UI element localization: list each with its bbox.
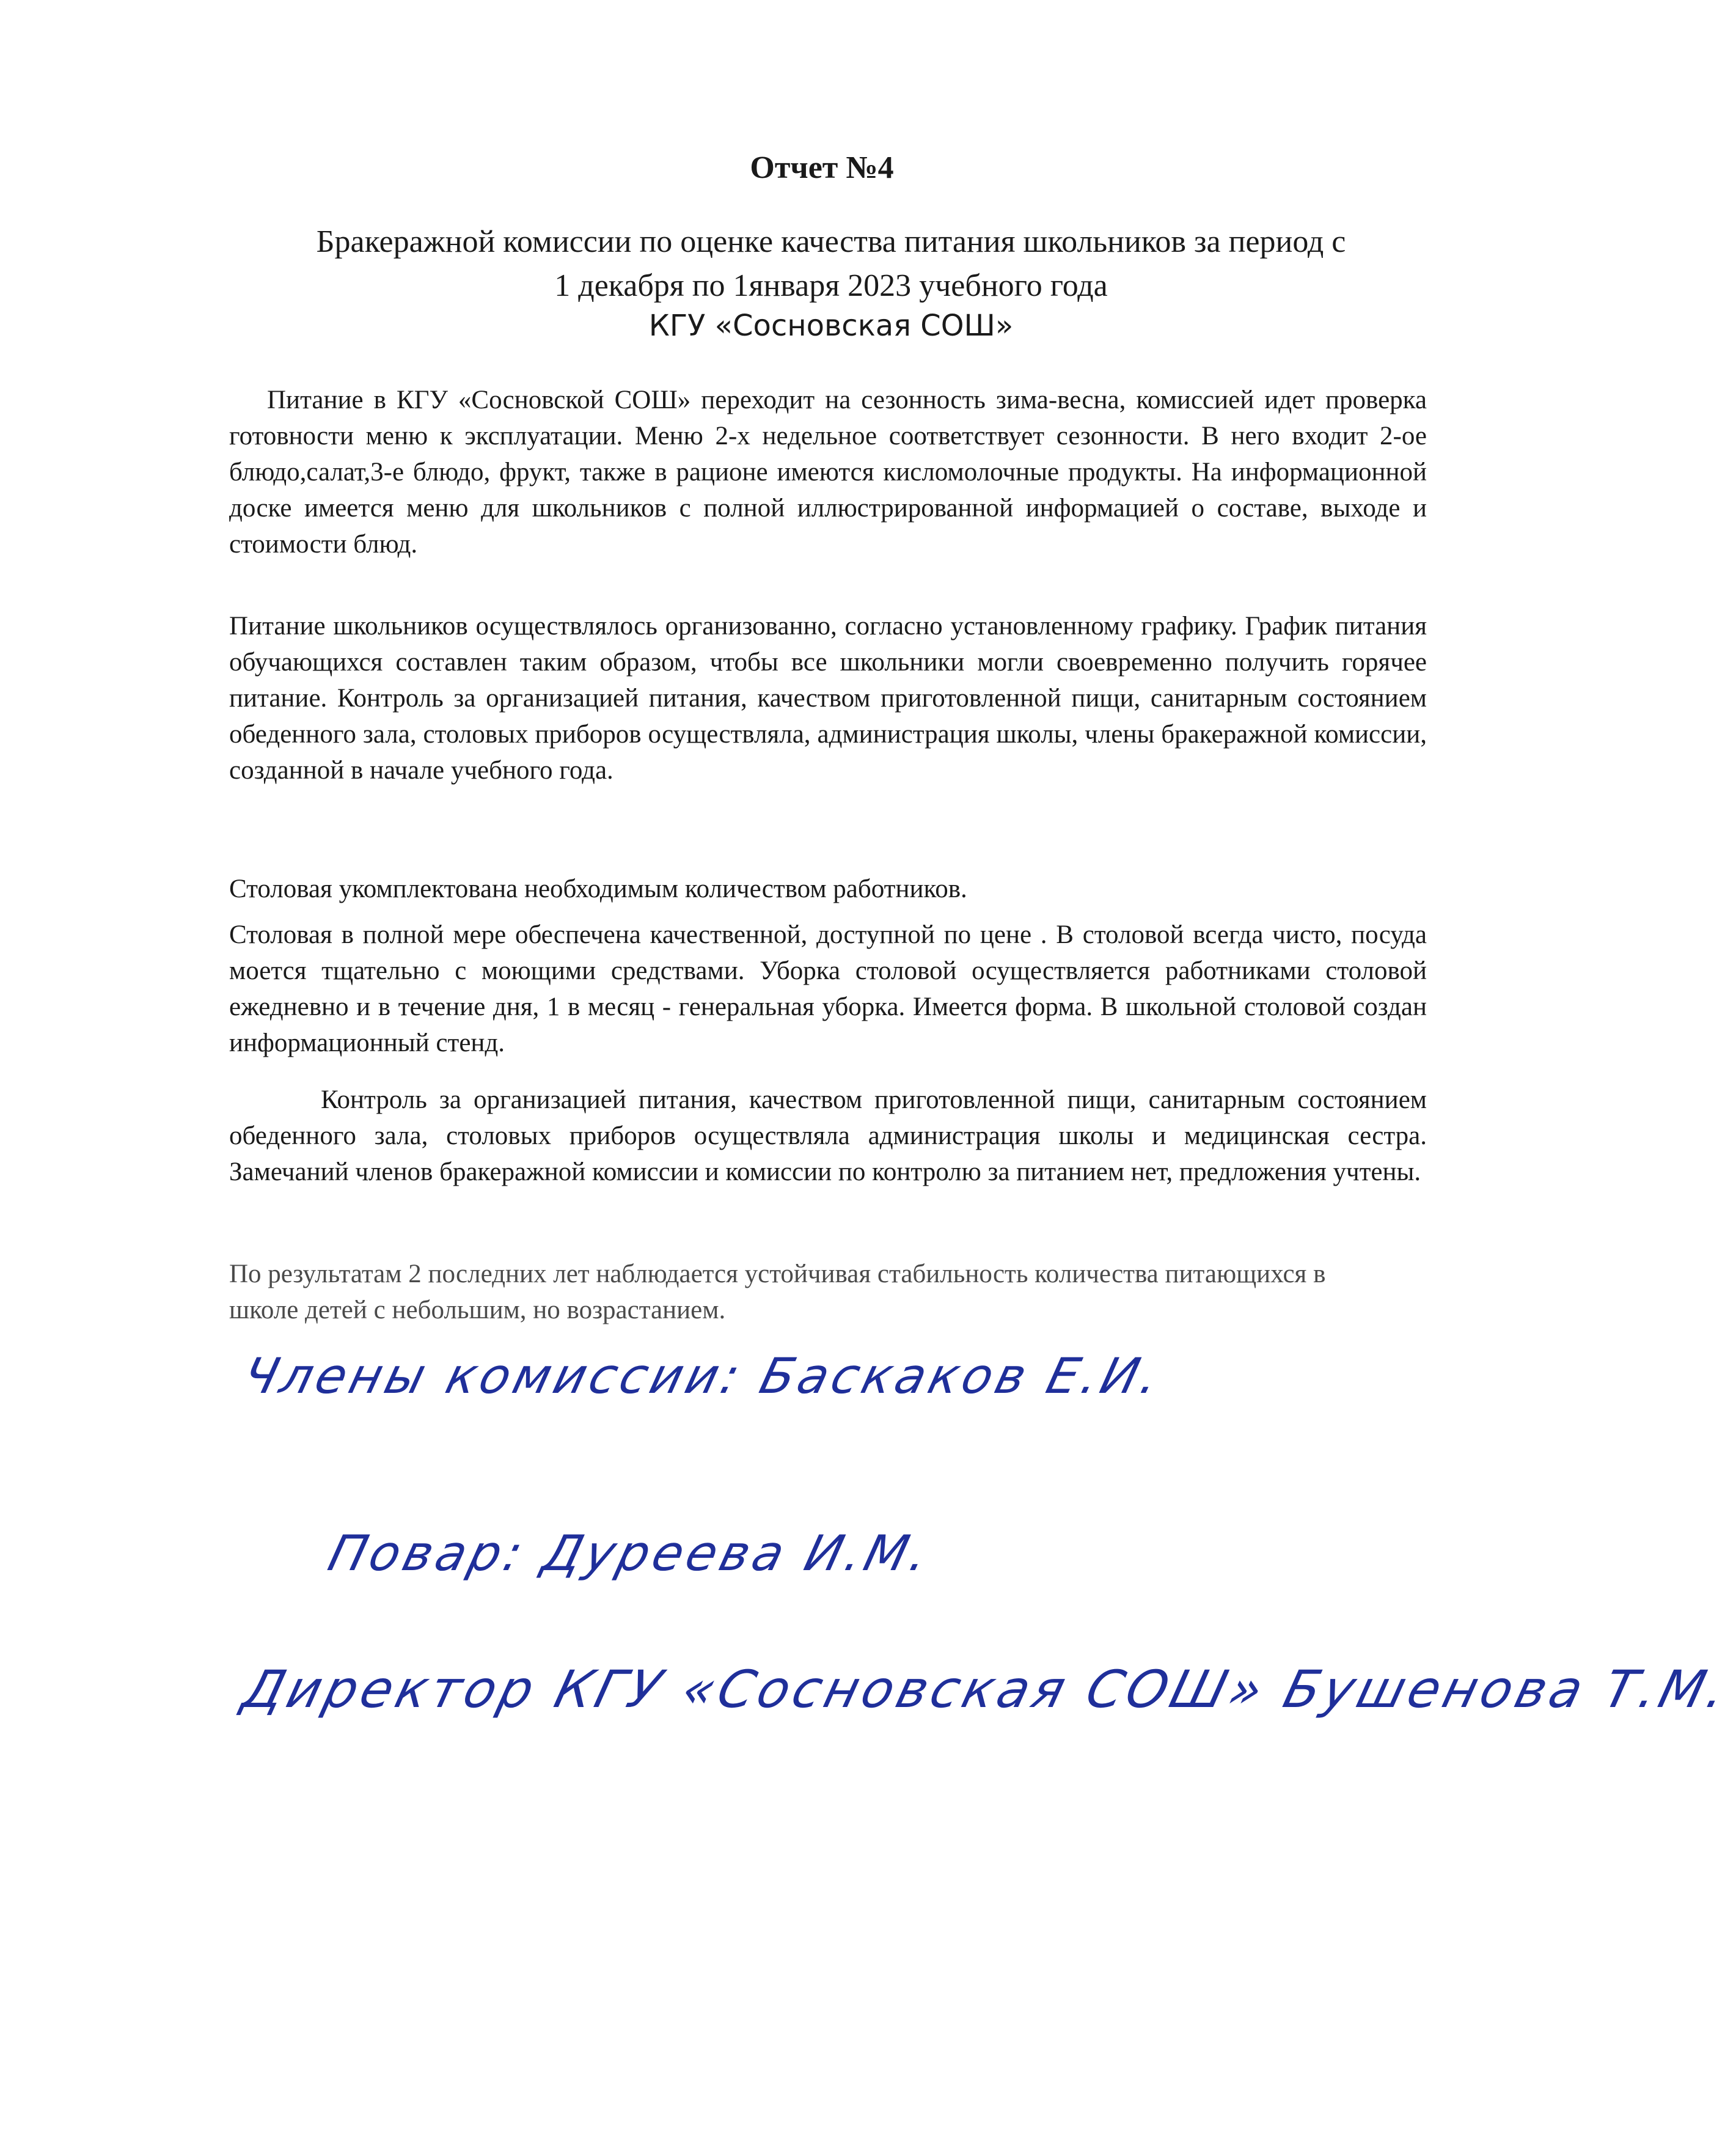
subtitle-line-1: Бракеражной комиссии по оценке качества питания школьников за период с [316, 224, 1346, 259]
school-name: КГУ «Сосновская СОШ» [648, 309, 1014, 343]
document-subtitle [232, 220, 1430, 308]
signature-members: Члены комиссии: Баскаков Е.И. [237, 1348, 1168, 1404]
paragraph-staff: Столовая укомплектована необходимым количеством работников. [229, 875, 967, 903]
signature-cook: Повар: Дуреева И.М. [323, 1525, 938, 1582]
paragraph-results: По результатам 2 последних лет наблюдается устойчивая стабильность количества питающихся в школе детей с небольшим, но возрастанием. [229, 1260, 1326, 1324]
paragraph-menu: Питание в КГУ «Сосновской СОШ» переходит на сезонность зима-весна, комиссией идет проверка готовности меню к эксплуатации. Меню 2-х недельное соответствует сезонности. В него входит 2-ое блюдо,салат,3-е блюдо, фрукт, также в рационе имеются кисломолочные продукты. На информационной доске имеется меню для школьников с полной иллюстрированной информацией о составе, выходе и стоимости блюд. [229, 386, 1427, 559]
paragraph-canteen: Столовая в полной мере обеспечена качественной, доступной по цене . В столовой всегда чисто, посуда моется тщательно с моющими средствами. Уборка столовой осуществляется работниками столовой ежедневно и в течение дня, 1 в месяц - генеральная уборка. Имеется форма. В школьной столовой создан информационный стенд. [229, 920, 1427, 1057]
paragraph-schedule: Питание школьников осуществлялось организованно, согласно установленному графику. График питания обучающихся составлен таким образом, чтобы все школьники могли своевременно получить горячее питание. Контроль за организацией питания, качеством приготовленной пищи, санитарным состоянием обеденного зала, столовых приборов осуществляла, администрация школы, члены бракеражной комиссии, созданной в начале учебного года. [229, 612, 1427, 785]
signature-director: Директор КГУ «Сосновская СОШ» Бушенова Т.М. [236, 1659, 1736, 1719]
paragraph-control: Контроль за организацией питания, качеством приготовленной пищи, санитарным состоянием обеденного зала, столовых приборов осуществляла администрация школы и медицинская сестра. Замечаний членов бракеражной комиссии и комиссии по контролю за питанием нет, предложения учтены. [229, 1085, 1427, 1186]
document-title: Отчет №4 [750, 150, 894, 185]
subtitle-line-2: 1 декабря по 1января 2023 учебного года [554, 268, 1108, 303]
